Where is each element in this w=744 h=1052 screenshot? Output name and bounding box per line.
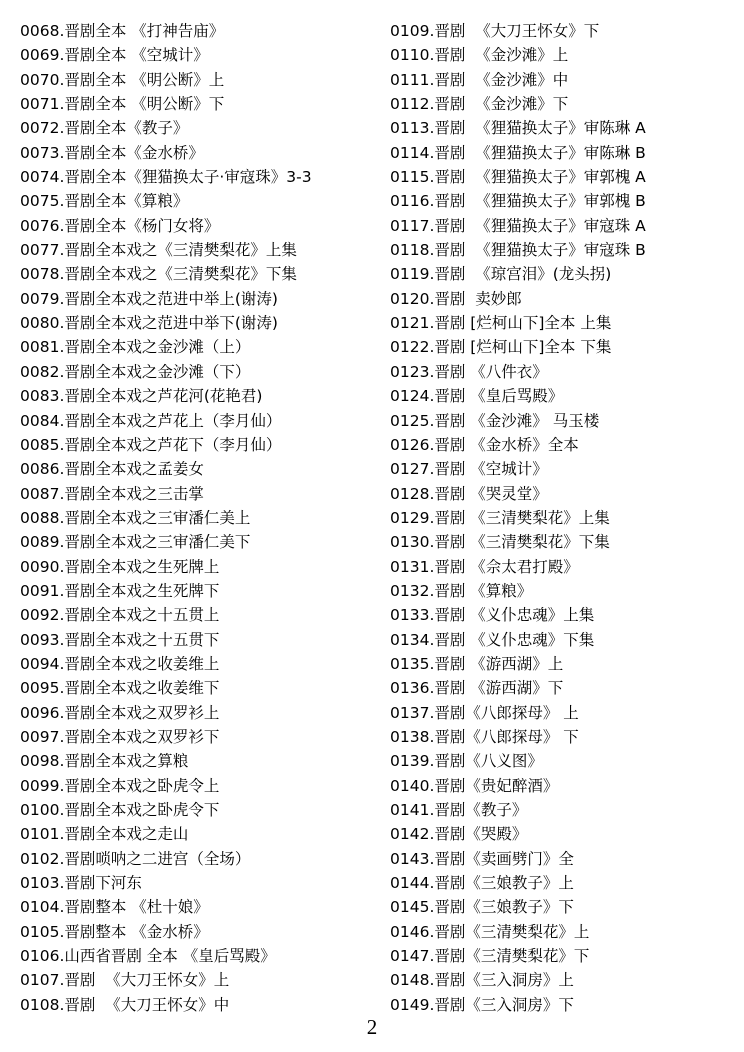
list-item: 0078.晋剧全本戏之《三清樊梨花》下集 xyxy=(20,265,297,284)
list-item: 0139.晋剧《八义图》 xyxy=(390,752,543,771)
list-item: 0083.晋剧全本戏之芦花河(花艳君) xyxy=(20,387,263,406)
list-item: 0085.晋剧全本戏之芦花下（李月仙） xyxy=(20,435,282,454)
list-item: 0102.晋剧唢呐之二进宫（全场） xyxy=(20,849,251,868)
list-item: 0113.晋剧 《狸猫换太子》审陈琳 A xyxy=(390,119,646,138)
list-item: 0086.晋剧全本戏之孟姜女 xyxy=(20,460,204,479)
list-item: 0077.晋剧全本戏之《三清樊梨花》上集 xyxy=(20,241,297,260)
list-item: 0079.晋剧全本戏之范进中举上(谢涛) xyxy=(20,289,278,308)
list-item: 0103.晋剧下河东 xyxy=(20,874,142,893)
list-item: 0087.晋剧全本戏之三击掌 xyxy=(20,484,204,503)
list-item: 0117.晋剧 《狸猫换太子》审寇珠 A xyxy=(390,216,646,235)
list-item: 0144.晋剧《三娘教子》上 xyxy=(390,874,574,893)
list-item: 0090.晋剧全本戏之生死牌上 xyxy=(20,557,220,576)
left-column-list xyxy=(20,19,380,1017)
list-item: 0108.晋剧 《大刀王怀女》中 xyxy=(20,995,230,1014)
list-item: 0104.晋剧整本 《杜十娘》 xyxy=(20,898,209,917)
list-item: 0114.晋剧 《狸猫换太子》审陈琳 B xyxy=(390,143,646,162)
list-item: 0101.晋剧全本戏之走山 xyxy=(20,825,189,844)
list-item: 0141.晋剧《教子》 xyxy=(390,801,528,819)
list-item: 0095.晋剧全本戏之收姜维下 xyxy=(20,679,220,698)
list-item: 0127.晋剧 《空城计》 xyxy=(390,460,548,479)
list-item: 0081.晋剧全本戏之金沙滩（上） xyxy=(20,338,251,357)
right-column-list xyxy=(390,19,740,1017)
list-item: 0143.晋剧《卖画劈门》全 xyxy=(390,849,574,868)
list-item: 0071.晋剧全本 《明公断》下 xyxy=(20,95,225,114)
list-item: 0118.晋剧 《狸猫换太子》审寇珠 B xyxy=(390,241,646,260)
list-item: 0070.晋剧全本 《明公断》上 xyxy=(20,70,225,89)
list-item: 0120.晋剧 卖妙郎 xyxy=(390,289,522,308)
list-item: 0115.晋剧 《狸猫换太子》审郭槐 A xyxy=(390,168,646,187)
list-item: 0100.晋剧全本戏之卧虎令下 xyxy=(20,801,220,819)
list-item: 0126.晋剧 《金水桥》全本 xyxy=(390,435,579,454)
list-item: 0092.晋剧全本戏之十五贯上 xyxy=(20,606,220,625)
list-item: 0130.晋剧 《三清樊梨花》下集 xyxy=(390,533,610,552)
list-item: 0075.晋剧全本《算粮》 xyxy=(20,192,189,211)
list-item: 0076.晋剧全本《杨门女将》 xyxy=(20,216,220,235)
list-item: 0096.晋剧全本戏之双罗衫上 xyxy=(20,703,220,722)
list-item: 0138.晋剧《八郎探母》 下 xyxy=(390,727,579,746)
list-item: 0122.晋剧 [烂柯山下]全本 下集 xyxy=(390,338,612,357)
list-item: 0121.晋剧 [烂柯山下]全本 上集 xyxy=(390,314,612,333)
list-item: 0098.晋剧全本戏之算粮 xyxy=(20,752,189,771)
list-item: 0080.晋剧全本戏之范进中举下(谢涛) xyxy=(20,314,278,333)
list-item: 0137.晋剧《八郎探母》 上 xyxy=(390,703,579,722)
list-item: 0112.晋剧 《金沙滩》下 xyxy=(390,95,569,114)
list-item: 0074.晋剧全本《狸猫换太子·审寇珠》3-3 xyxy=(20,168,312,187)
list-item: 0093.晋剧全本戏之十五贯下 xyxy=(20,630,220,649)
list-item: 0135.晋剧 《游西湖》上 xyxy=(390,654,564,673)
list-item: 0091.晋剧全本戏之生死牌下 xyxy=(20,581,220,600)
list-item: 0125.晋剧 《金沙滩》 马玉楼 xyxy=(390,411,600,430)
list-item: 0119.晋剧 《琼宫泪》(龙头拐) xyxy=(390,265,612,284)
list-item: 0097.晋剧全本戏之双罗衫下 xyxy=(20,727,220,746)
list-item: 0106.山西省晋剧 全本 《皇后骂殿》 xyxy=(20,947,276,966)
list-item: 0147.晋剧《三清樊梨花》下 xyxy=(390,947,590,966)
list-item: 0123.晋剧 《八件衣》 xyxy=(390,362,548,381)
list-item: 0128.晋剧 《哭灵堂》 xyxy=(390,484,548,503)
list-item: 0146.晋剧《三清樊梨花》上 xyxy=(390,922,590,941)
list-item: 0088.晋剧全本戏之三审潘仁美上 xyxy=(20,508,251,527)
list-item: 0142.晋剧《哭殿》 xyxy=(390,825,528,844)
list-item: 0148.晋剧《三入洞房》上 xyxy=(390,971,574,990)
list-item: 0140.晋剧《贵妃醉酒》 xyxy=(390,776,559,795)
list-item: 0068.晋剧全本 《打神告庙》 xyxy=(20,22,225,40)
list-item: 0105.晋剧整本 《金水桥》 xyxy=(20,922,209,941)
page-number: 2 xyxy=(366,1015,378,1039)
list-item: 0084.晋剧全本戏之芦花上（李月仙） xyxy=(20,411,282,430)
list-item: 0109.晋剧 《大刀王怀女》下 xyxy=(390,22,600,40)
list-item: 0132.晋剧 《算粮》 xyxy=(390,581,533,600)
list-item: 0069.晋剧全本 《空城计》 xyxy=(20,46,209,65)
list-item: 0073.晋剧全本《金水桥》 xyxy=(20,143,204,162)
list-item: 0099.晋剧全本戏之卧虎令上 xyxy=(20,776,220,795)
list-item: 0110.晋剧 《金沙滩》上 xyxy=(390,46,569,65)
list-item: 0089.晋剧全本戏之三审潘仁美下 xyxy=(20,533,251,552)
list-item: 0124.晋剧 《皇后骂殿》 xyxy=(390,387,564,406)
list-item: 0145.晋剧《三娘教子》下 xyxy=(390,898,574,917)
list-item: 0082.晋剧全本戏之金沙滩（下） xyxy=(20,362,251,381)
list-item: 0111.晋剧 《金沙滩》中 xyxy=(390,70,569,89)
list-item: 0136.晋剧 《游西湖》下 xyxy=(390,679,564,698)
list-item: 0149.晋剧《三入洞房》下 xyxy=(390,995,574,1014)
list-item: 0094.晋剧全本戏之收姜维上 xyxy=(20,654,220,673)
list-item: 0129.晋剧 《三清樊梨花》上集 xyxy=(390,508,610,527)
list-item: 0072.晋剧全本《教子》 xyxy=(20,119,189,138)
list-item: 0107.晋剧 《大刀王怀女》上 xyxy=(20,971,230,990)
list-item: 0116.晋剧 《狸猫换太子》审郭槐 B xyxy=(390,192,646,211)
list-item: 0133.晋剧 《义仆忠魂》上集 xyxy=(390,606,595,625)
list-item: 0134.晋剧 《义仆忠魂》下集 xyxy=(390,630,595,649)
list-item: 0131.晋剧 《佘太君打殿》 xyxy=(390,557,579,576)
